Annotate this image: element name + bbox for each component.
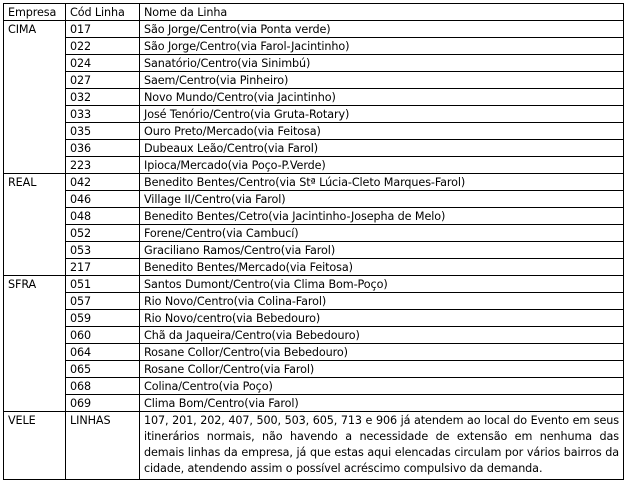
table-row <box>4 344 624 361</box>
table-row <box>4 72 624 89</box>
cell-codigo: 052 <box>66 225 140 242</box>
cell-empresa <box>4 361 66 378</box>
cell-codigo: 053 <box>66 242 140 259</box>
table-row <box>4 140 624 157</box>
table-row <box>4 174 624 191</box>
cell-empresa <box>4 378 66 395</box>
cell-codigo: 057 <box>66 293 140 310</box>
table-row <box>4 225 624 242</box>
table-row <box>4 157 624 174</box>
header-empresa: Empresa <box>4 4 66 21</box>
cell-nome: Rosane Collor/Centro(via Farol) <box>140 361 624 378</box>
cell-empresa <box>4 157 66 174</box>
cell-nome: Chã da Jaqueira/Centro(via Bebedouro) <box>140 327 624 344</box>
cell-nome: Saem/Centro(via Pinheiro) <box>140 72 624 89</box>
table-row <box>4 259 624 276</box>
cell-empresa <box>4 310 66 327</box>
cell-codigo: 064 <box>66 344 140 361</box>
cell-nome: São Jorge/Centro(via Farol-Jacintinho) <box>140 38 624 55</box>
cell-codigo: 046 <box>66 191 140 208</box>
bus-lines-table <box>3 3 624 480</box>
table-row <box>4 361 624 378</box>
table-row <box>4 55 624 72</box>
cell-empresa <box>4 225 66 242</box>
note-codigo: LINHAS <box>66 412 140 480</box>
cell-codigo: 048 <box>66 208 140 225</box>
cell-nome: São Jorge/Centro(via Ponta verde) <box>140 21 624 38</box>
table-row <box>4 106 624 123</box>
cell-codigo: 069 <box>66 395 140 412</box>
cell-nome: Novo Mundo/Centro(via Jacintinho) <box>140 89 624 106</box>
cell-nome: Village II/Centro(via Farol) <box>140 191 624 208</box>
cell-codigo: 060 <box>66 327 140 344</box>
table-row <box>4 21 624 38</box>
cell-nome: Ipioca/Mercado(via Poço-P.Verde) <box>140 157 624 174</box>
cell-codigo: 027 <box>66 72 140 89</box>
table-header-row <box>4 4 624 21</box>
table-row <box>4 208 624 225</box>
cell-codigo: 022 <box>66 38 140 55</box>
cell-codigo: 217 <box>66 259 140 276</box>
cell-codigo: 032 <box>66 89 140 106</box>
cell-empresa <box>4 344 66 361</box>
cell-empresa <box>4 72 66 89</box>
cell-nome: Rio Novo/centro(via Bebedouro) <box>140 310 624 327</box>
cell-codigo: 223 <box>66 157 140 174</box>
cell-nome: Benedito Bentes/Mercado(via Feitosa) <box>140 259 624 276</box>
cell-empresa <box>4 106 66 123</box>
cell-codigo: 035 <box>66 123 140 140</box>
cell-codigo: 068 <box>66 378 140 395</box>
cell-codigo: 051 <box>66 276 140 293</box>
cell-empresa: CIMA <box>4 21 66 38</box>
cell-nome: Santos Dumont/Centro(via Clima Bom-Poço) <box>140 276 624 293</box>
table-row <box>4 293 624 310</box>
cell-codigo: 033 <box>66 106 140 123</box>
cell-empresa <box>4 242 66 259</box>
cell-nome: Dubeaux Leão/Centro(via Farol) <box>140 140 624 157</box>
cell-codigo: 065 <box>66 361 140 378</box>
cell-empresa <box>4 140 66 157</box>
note-row <box>4 412 624 480</box>
cell-empresa <box>4 293 66 310</box>
cell-codigo: 017 <box>66 21 140 38</box>
table-row <box>4 378 624 395</box>
table-row <box>4 242 624 259</box>
table-row <box>4 123 624 140</box>
cell-nome: Forene/Centro(via Cambucí) <box>140 225 624 242</box>
table-body <box>4 21 624 412</box>
cell-codigo: 024 <box>66 55 140 72</box>
table-row <box>4 395 624 412</box>
cell-empresa <box>4 38 66 55</box>
table-row <box>4 327 624 344</box>
cell-empresa <box>4 395 66 412</box>
cell-codigo: 036 <box>66 140 140 157</box>
cell-empresa: SFRA <box>4 276 66 293</box>
header-codigo: Cód Linha <box>66 4 140 21</box>
table-row <box>4 89 624 106</box>
cell-nome: Rio Novo/Centro(via Colina-Farol) <box>140 293 624 310</box>
table-row <box>4 38 624 55</box>
note-text: 107, 201, 202, 407, 500, 503, 605, 713 e 906 já atendem ao local do Evento em seus itinerários normais, não havendo a necessidade de extensão em nenhuma das demais linhas da empresa, já que estas aqui elencadas circulam por vários bairros da cidade, atendendo assim o possível acréscimo compulsivo da demanda. <box>140 412 624 480</box>
cell-empresa <box>4 123 66 140</box>
cell-empresa <box>4 191 66 208</box>
cell-nome: Benedito Bentes/Centro(via Stª Lúcia-Cleto Marques-Farol) <box>140 174 624 191</box>
header-nome: Nome da Linha <box>140 4 624 21</box>
cell-nome: Benedito Bentes/Cetro(via Jacintinho-Josepha de Melo) <box>140 208 624 225</box>
cell-empresa <box>4 208 66 225</box>
table-row <box>4 191 624 208</box>
cell-codigo: 042 <box>66 174 140 191</box>
cell-nome: José Tenório/Centro(via Gruta-Rotary) <box>140 106 624 123</box>
cell-nome: Graciliano Ramos/Centro(via Farol) <box>140 242 624 259</box>
cell-nome: Rosane Collor/Centro(via Bebedouro) <box>140 344 624 361</box>
cell-codigo: 059 <box>66 310 140 327</box>
note-empresa: VELE <box>4 412 66 480</box>
cell-empresa <box>4 327 66 344</box>
cell-empresa <box>4 89 66 106</box>
cell-nome: Ouro Preto/Mercado(via Feitosa) <box>140 123 624 140</box>
cell-nome: Colina/Centro(via Poço) <box>140 378 624 395</box>
table-row <box>4 276 624 293</box>
cell-empresa <box>4 259 66 276</box>
table-row <box>4 310 624 327</box>
cell-nome: Clima Bom/Centro(via Farol) <box>140 395 624 412</box>
cell-empresa: REAL <box>4 174 66 191</box>
cell-nome: Sanatório/Centro(via Sinimbú) <box>140 55 624 72</box>
cell-empresa <box>4 55 66 72</box>
